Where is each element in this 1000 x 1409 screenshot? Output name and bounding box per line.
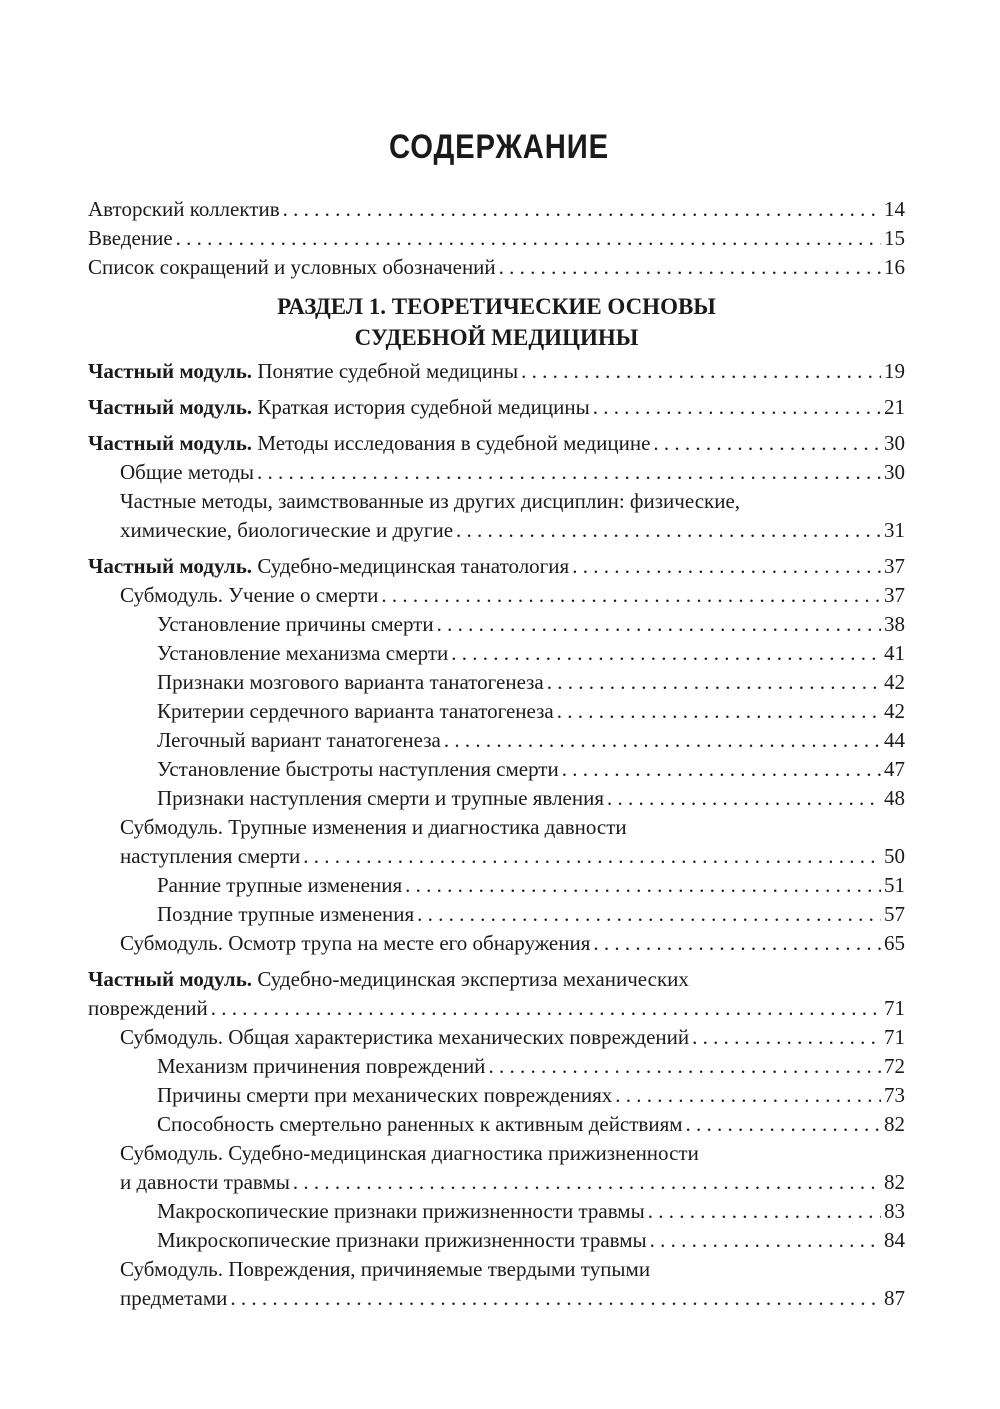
dot-leader [451,639,881,668]
toc-module-entry[interactable] [88,552,905,581]
toc-page-number: 82 [884,1112,905,1136]
dot-leader [381,581,881,610]
toc-item-entry[interactable] [88,1081,905,1110]
toc-entry-text: Введение [88,226,173,250]
dot-leader [593,393,881,422]
toc-page-number: 41 [884,641,905,665]
toc-module-entry[interactable] [88,357,905,386]
toc-item-entry[interactable] [88,755,905,784]
toc-page-number: 71 [884,996,905,1020]
toc-submodule-entry[interactable] [88,581,905,610]
toc-entry-text: Причины смерти при механических повреждениях [157,1083,613,1107]
dot-leader [593,929,881,958]
dot-leader [211,994,881,1023]
toc-entry-text: повреждений [88,996,208,1020]
toc-item-entry[interactable] [88,516,905,545]
toc-page-number: 16 [884,255,905,279]
toc-page-number: 47 [884,757,905,781]
toc-entry-text: Признаки наступления смерти и трупные явления [157,786,605,810]
toc-page-number: 44 [884,728,905,752]
toc-entry-abbreviations[interactable] [88,253,905,282]
toc-page-number: 19 [884,359,905,383]
toc-page-number: 21 [884,395,905,419]
toc-item-entry[interactable] [88,1197,905,1226]
module-title: Краткая история судебной медицины [257,395,590,419]
dot-leader [303,842,881,871]
dot-leader [257,458,881,487]
dot-leader [615,1081,881,1110]
toc-page-number: 50 [884,844,905,868]
toc-item-entry[interactable] [88,1052,905,1081]
toc-page-number: 15 [884,226,905,250]
toc-entry-text: предметами [120,1286,228,1310]
toc-entry-introduction[interactable] [88,224,905,253]
dot-leader [650,1226,881,1255]
dot-leader [444,726,881,755]
toc-entry-text: Механизм причинения повреждений [157,1054,486,1078]
toc-entry-text: Авторский коллектив [88,197,280,221]
toc-page-number: 30 [884,460,905,484]
toc-page-number: 73 [884,1083,905,1107]
toc-page-number: 14 [884,197,905,221]
toc-page-number: 72 [884,1054,905,1078]
section-heading-line: РАЗДЕЛ 1. ТЕОРЕТИЧЕСКИЕ ОСНОВЫ [277,294,716,319]
toc-entry-text: и давности травмы [120,1170,290,1194]
section-heading [88,291,905,353]
toc-submodule-entry[interactable] [88,1284,905,1313]
table-of-contents [88,195,905,1313]
toc-entry-authors[interactable] [88,195,905,224]
toc-module-entry[interactable] [88,994,905,1023]
module-title: Понятие судебной медицины [257,359,519,383]
module-label: Частный модуль. [88,395,253,419]
dot-leader [437,610,881,639]
toc-entry-text: Установление причины смерти [157,612,434,636]
toc-module-entry[interactable] [88,393,905,422]
toc-submodule-entry[interactable] [88,1023,905,1052]
toc-entry-text: химические, биологические и другие [120,518,454,542]
dot-leader [547,668,881,697]
module-label: Частный модуль. [88,554,253,578]
toc-entry-text: Ранние трупные изменения [157,873,403,897]
toc-page-number: 51 [884,873,905,897]
module-label: Частный модуль. [88,431,253,455]
toc-page-number: 71 [884,1025,905,1049]
toc-entry-text: Субмодуль. Осмотр трупа на месте его обнаружения [120,931,591,955]
toc-submodule-entry[interactable] [88,842,905,871]
toc-entry-text: Макроскопические признаки прижизненности травмы [157,1199,645,1223]
dot-leader [488,1052,881,1081]
toc-entry-text-line[interactable]: Субмодуль. Судебно-медицинская диагностика прижизненности [120,1141,699,1165]
toc-page-number: 87 [884,1286,905,1310]
module-title: Судебно-медицинская танатология [257,554,570,578]
toc-submodule-entry[interactable] [88,1168,905,1197]
dot-leader [686,1110,881,1139]
toc-item-entry[interactable] [88,668,905,697]
toc-item-entry[interactable] [88,726,905,755]
module-title: Судебно-медицинская экспертиза механических [257,967,689,991]
toc-entry-text: Признаки мозгового варианта танатогенеза [157,670,544,694]
toc-item-entry[interactable] [88,1110,905,1139]
toc-page-number: 42 [884,670,905,694]
module-title: Методы исследования в судебной медицине [257,431,651,455]
toc-item-entry[interactable] [88,871,905,900]
dot-leader [653,429,881,458]
toc-entry-text: Установление механизма смерти [157,641,449,665]
toc-item-entry[interactable] [88,639,905,668]
toc-entry-text: Критерии сердечного варианта танатогенеза [157,699,554,723]
page-title: СОДЕРЖАНИЕ [389,128,610,166]
dot-leader [557,697,881,726]
toc-entry-text: Общие методы [120,460,255,484]
toc-module-entry[interactable] [88,429,905,458]
toc-entry-text: Установление быстроты наступления смерти [157,757,559,781]
module-label: Частный модуль. [88,359,253,383]
toc-page-number: 37 [884,583,905,607]
toc-entry-text: Способность смертельно раненных к активным действиям [157,1112,683,1136]
toc-entry-text [88,552,569,581]
toc-entry-text: наступления смерти [120,844,301,868]
dot-leader [692,1023,881,1052]
toc-entry-text [88,429,650,458]
toc-page-number: 30 [884,431,905,455]
toc-page-number: 84 [884,1228,905,1252]
dot-leader [572,552,881,581]
dot-leader [456,516,881,545]
toc-submodule-entry[interactable] [88,929,905,958]
dot-leader [562,755,881,784]
dot-leader [607,784,881,813]
toc-entry-text: Легочный вариант танатогенеза [157,728,441,752]
toc-page-number: 48 [884,786,905,810]
toc-entry-text: Список сокращений и условных обозначений [88,255,496,279]
toc-page-number: 83 [884,1199,905,1223]
toc-item-entry[interactable] [88,900,905,929]
toc-entry-text: Микроскопические признаки прижизненности травмы [157,1228,647,1252]
toc-item-entry[interactable] [88,1226,905,1255]
toc-page-number: 42 [884,699,905,723]
dot-leader [176,224,881,253]
toc-item-entry[interactable] [88,697,905,726]
toc-entry-text: Субмодуль. Общая характеристика механических повреждений [120,1025,690,1049]
toc-entry-text: Субмодуль. Учение о смерти [120,583,379,607]
dot-leader [648,1197,881,1226]
toc-entry-text [88,393,590,422]
module-label: Частный модуль. [88,967,253,991]
toc-item-entry[interactable] [88,458,905,487]
toc-page-number: 57 [884,902,905,926]
toc-item-entry[interactable] [88,784,905,813]
toc-page-number: 65 [884,931,905,955]
dot-leader [499,253,881,282]
toc-page-number: 82 [884,1170,905,1194]
toc-item-entry[interactable] [88,610,905,639]
toc-entry-text-line[interactable]: Частные методы, заимствованные из других дисциплин: физические, [120,489,741,513]
dot-leader [283,195,881,224]
section-heading-line: СУДЕБНОЙ МЕДИЦИНЫ [354,325,639,350]
dot-leader [230,1284,881,1313]
toc-page-number: 31 [884,518,905,542]
toc-page-number: 37 [884,554,905,578]
dot-leader [521,357,881,386]
toc-entry-text [88,357,518,386]
toc-entry-text-line[interactable]: Субмодуль. Трупные изменения и диагностика давности [120,815,627,839]
toc-entry-text-line[interactable]: Субмодуль. Повреждения, причиняемые твердыми тупыми [120,1257,651,1281]
dot-leader [293,1168,881,1197]
dot-leader [405,871,881,900]
toc-entry-text: Поздние трупные изменения [157,902,415,926]
dot-leader [417,900,881,929]
toc-page-number: 38 [884,612,905,636]
toc-module-entry-line[interactable] [88,965,905,994]
